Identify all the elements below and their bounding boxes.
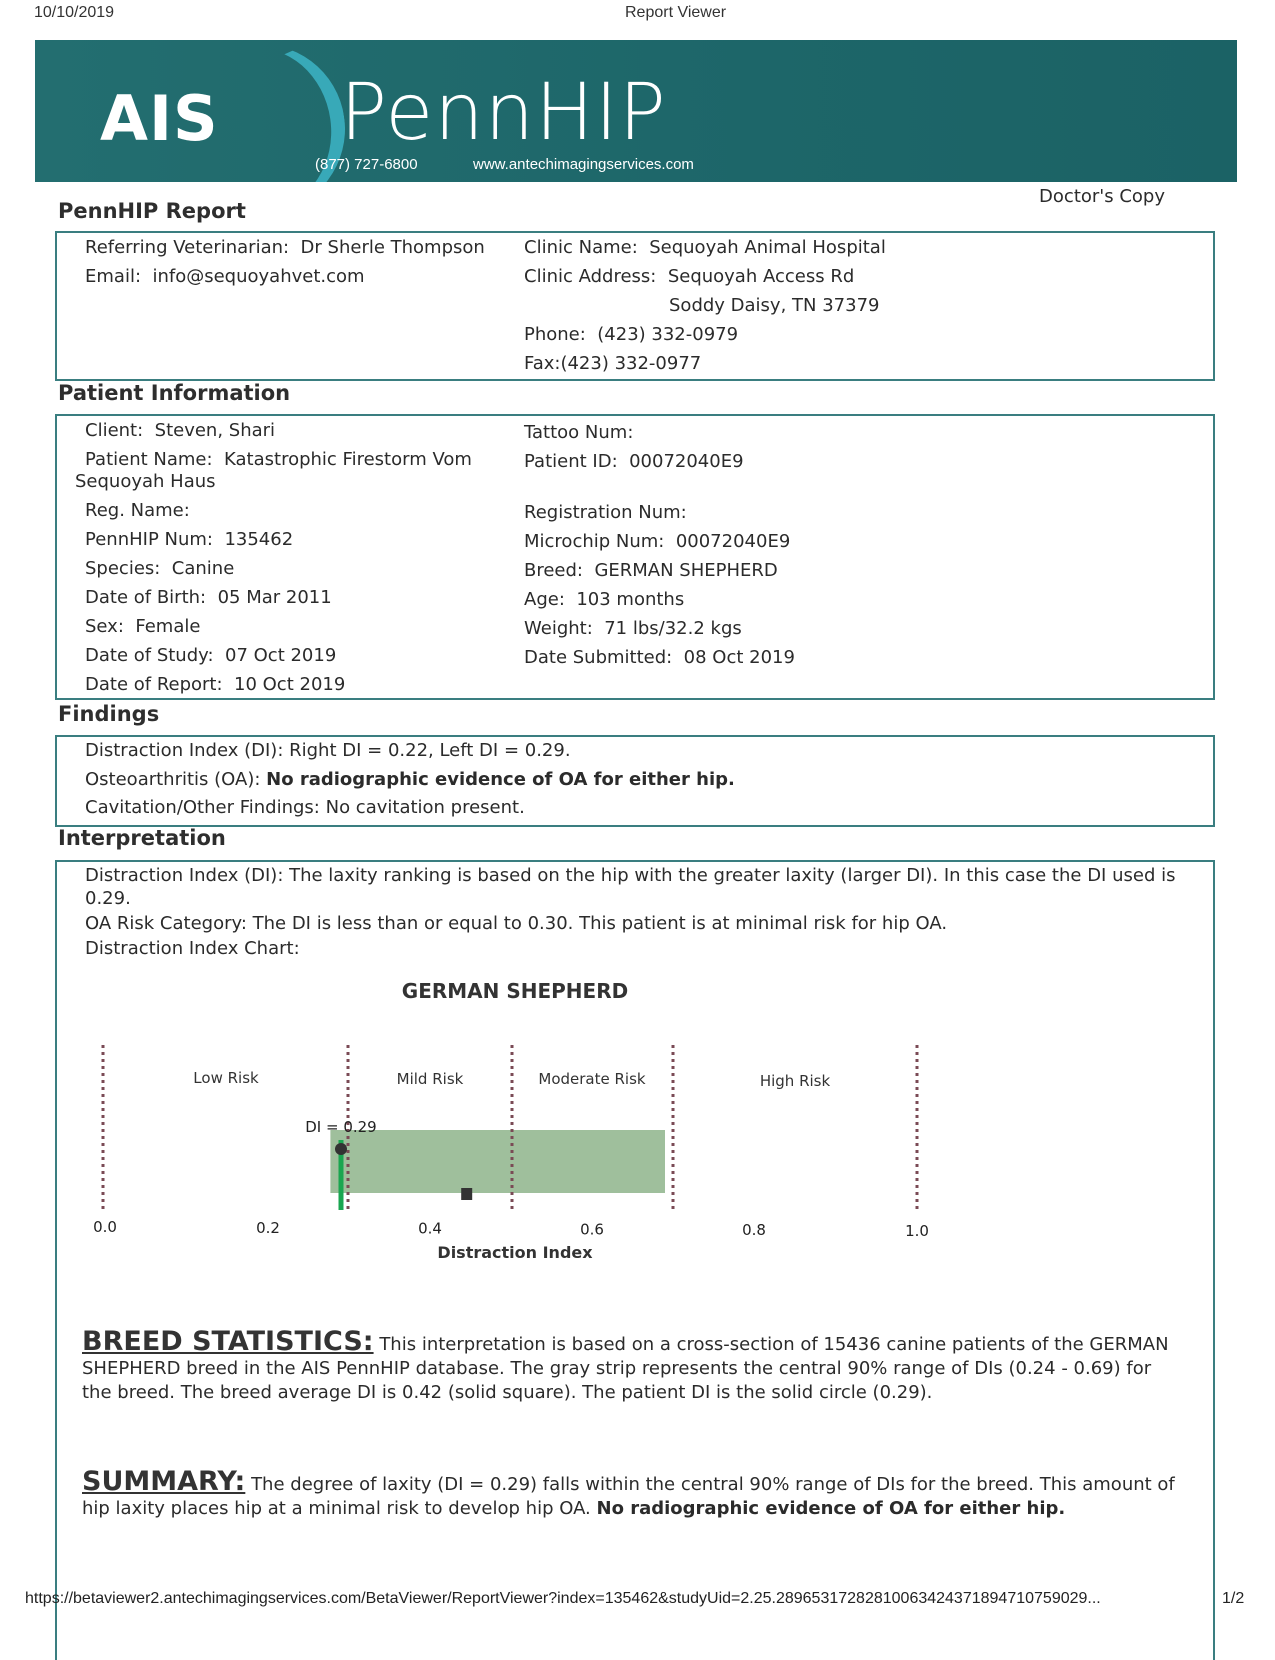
age-label: Age: xyxy=(524,589,565,610)
fax-row xyxy=(524,353,701,374)
copy-label: Doctor's Copy xyxy=(1039,186,1165,207)
patient-box xyxy=(55,414,1215,700)
species-value: Canine xyxy=(171,558,235,579)
species-label: Species: xyxy=(85,558,161,579)
pennhip-num-row xyxy=(85,529,293,550)
email-row xyxy=(85,266,365,287)
weight-value: 71 lbs/32.2 kgs xyxy=(604,618,742,639)
weight-row xyxy=(524,618,742,639)
report-date-row xyxy=(85,674,345,695)
client-row xyxy=(85,420,275,441)
age-row xyxy=(524,589,684,610)
summary-label: SUMMARY: xyxy=(82,1466,246,1497)
interp-di-text: Distraction Index (DI): The laxity ranking is based on the hip with the greater laxity (larger DI). In this case the DI used is 0.29. xyxy=(85,865,1176,909)
print-date: 10/10/2019 xyxy=(34,4,115,21)
dob-value: 05 Mar 2011 xyxy=(217,587,332,608)
client-value: Steven, Shari xyxy=(154,420,276,441)
footer-page: 1/2 xyxy=(1222,1590,1245,1607)
x-tick-label: 0.4 xyxy=(418,1219,442,1238)
di-chart xyxy=(0,960,1275,1280)
patient-name-row xyxy=(85,449,472,470)
x-tick-label: 0.8 xyxy=(742,1221,766,1240)
fax-label: Fax: xyxy=(524,353,561,374)
findings-section-title: Findings xyxy=(58,702,160,726)
tattoo-label: Tattoo Num: xyxy=(524,422,634,443)
clinic-address-line1: Sequoyah Access Rd xyxy=(667,266,855,287)
dob-row xyxy=(85,587,332,608)
sex-value: Female xyxy=(135,616,201,637)
reg-name-row xyxy=(85,500,196,521)
clinic-address-label: Clinic Address: xyxy=(524,266,657,287)
fax-value: (423) 332-0977 xyxy=(560,353,702,374)
email-label: Email: xyxy=(85,266,142,287)
summary-bold: No radiographic evidence of OA for either hip. xyxy=(596,1498,1066,1519)
study-date-label: Date of Study: xyxy=(85,645,214,666)
patient-name-line2: Sequoyah Haus xyxy=(75,471,216,492)
finding-di xyxy=(85,740,571,761)
study-date-row xyxy=(85,645,336,666)
risk-zone-label: Moderate Risk xyxy=(538,1070,646,1088)
microchip-value: 00072040E9 xyxy=(675,531,791,552)
banner-website[interactable]: www.antechimagingservices.com xyxy=(473,156,694,173)
patient-id-row xyxy=(524,451,744,472)
species-row xyxy=(85,558,234,579)
clinic-address-row xyxy=(524,266,854,287)
referring-vet-value: Dr Sherle Thompson xyxy=(300,237,485,258)
logo-ais: AIS xyxy=(100,82,219,155)
findings-box xyxy=(55,735,1215,827)
finding-di-value: Right DI = 0.22, Left DI = 0.29. xyxy=(289,740,571,761)
x-tick-label: 1.0 xyxy=(905,1222,929,1240)
dob-label: Date of Birth: xyxy=(85,587,207,608)
patient-section-title: Patient Information xyxy=(58,381,291,405)
finding-di-label: Distraction Index (DI): xyxy=(85,740,284,761)
weight-label: Weight: xyxy=(524,618,593,639)
referring-vet-label: Referring Veterinarian: xyxy=(85,237,290,258)
summary-text: The degree of laxity (DI = 0.29) falls within the central 90% range of DIs for the breed. This amount of hip laxity places hip at a minimal risk to develop hip OA. xyxy=(82,1474,1175,1519)
phone-value: (423) 332-0979 xyxy=(597,324,739,345)
sex-row xyxy=(85,616,200,637)
interp-oa-risk: OA Risk Category: The DI is less than or equal to 0.30. This patient is at minimal risk for hip OA. xyxy=(85,913,948,934)
submitted-value: 08 Oct 2019 xyxy=(683,647,795,668)
finding-cavitation-label: Cavitation/Other Findings: xyxy=(85,797,320,818)
risk-zone-label: High Risk xyxy=(759,1072,831,1090)
phone-row xyxy=(524,324,738,345)
breed-statistics-text: This interpretation is based on a cross-section of 15436 canine patients of the GERMAN SHEPHERD breed in the AIS PennHIP database. The gray strip represents the central 90% range of DIs (0.24 - 0.69) for the breed. The breed average DI is 0.42 (solid square). The patient DI is the solid circle (0.29). xyxy=(82,1334,1169,1403)
submitted-row xyxy=(524,647,795,668)
patient-id-value: 00072040E9 xyxy=(629,451,744,472)
print-title: Report Viewer xyxy=(625,4,727,21)
sex-label: Sex: xyxy=(85,616,124,637)
logo-pennhip: PennHIP xyxy=(340,68,667,158)
report-date-label: Date of Report: xyxy=(85,674,223,695)
x-tick-label: 0.6 xyxy=(580,1220,604,1239)
patient-name-line1: Katastrophic Firestorm Vom xyxy=(224,449,472,470)
interp-chart-label: Distraction Index Chart: xyxy=(85,938,300,959)
clinic-name-value: Sequoyah Animal Hospital xyxy=(649,237,886,258)
report-date-value: 10 Oct 2019 xyxy=(234,674,346,695)
clinic-name-row xyxy=(524,237,886,258)
risk-zone-label: Low Risk xyxy=(193,1069,259,1087)
microchip-row xyxy=(524,531,790,552)
age-value: 103 months xyxy=(576,589,685,610)
summary xyxy=(82,1466,1182,1521)
breed-statistics-label: BREED STATISTICS: xyxy=(82,1326,374,1357)
patient-di-marker xyxy=(335,1143,347,1155)
email-value: info@sequoyahvet.com xyxy=(152,266,365,287)
phone-label: Phone: xyxy=(524,324,586,345)
pennhip-num-label: PennHIP Num: xyxy=(85,529,213,550)
registration-row xyxy=(524,502,692,523)
breed-row xyxy=(524,560,778,581)
clinic-address-line2: Soddy Daisy, TN 37379 xyxy=(669,295,880,316)
pennhip-num-value: 135462 xyxy=(224,529,294,550)
footer-url[interactable]: https://betaviewer2.antechimagingservices.com/BetaViewer/ReportViewer?index=135462&studyUid=2.25.28965317282810063424371894710759029... xyxy=(25,1590,1101,1607)
finding-oa-value: No radiographic evidence of OA for either hip. xyxy=(266,769,735,790)
x-axis-label: Distraction Index xyxy=(437,1243,593,1262)
x-tick-label: 0.0 xyxy=(93,1218,117,1236)
interpretation-section-title: Interpretation xyxy=(58,826,226,850)
banner-phone: (877) 727-6800 xyxy=(315,156,418,173)
patient-di-label: DI = 0.29 xyxy=(305,1118,377,1136)
breed-value: GERMAN SHEPHERD xyxy=(594,560,778,581)
report-box xyxy=(55,231,1215,381)
brand-banner xyxy=(35,40,1237,182)
report-section-title: PennHIP Report xyxy=(58,199,246,223)
x-tick-label: 0.2 xyxy=(256,1218,280,1237)
registration-label: Registration Num: xyxy=(524,502,687,523)
tattoo-row xyxy=(524,422,639,443)
client-label: Client: xyxy=(85,420,144,441)
breed-average-marker xyxy=(461,1188,472,1200)
referring-vet-row xyxy=(85,237,485,258)
breed-label: Breed: xyxy=(524,560,583,581)
breed-range-strip xyxy=(330,1130,665,1193)
microchip-label: Microchip Num: xyxy=(524,531,665,552)
study-date-value: 07 Oct 2019 xyxy=(225,645,337,666)
submitted-label: Date Submitted: xyxy=(524,647,673,668)
finding-oa xyxy=(85,769,735,790)
risk-zone-label: Mild Risk xyxy=(396,1070,464,1088)
patient-name-label: Patient Name: xyxy=(85,449,213,470)
breed-statistics xyxy=(82,1326,1182,1405)
chart-title: GERMAN SHEPHERD xyxy=(401,979,629,1003)
clinic-name-label: Clinic Name: xyxy=(524,237,638,258)
finding-oa-label: Osteoarthritis (OA): xyxy=(85,769,261,790)
finding-cavitation-value: No cavitation present. xyxy=(325,797,525,818)
reg-name-label: Reg. Name: xyxy=(85,500,190,521)
patient-id-label: Patient ID: xyxy=(524,451,618,472)
finding-cavitation xyxy=(85,797,525,818)
